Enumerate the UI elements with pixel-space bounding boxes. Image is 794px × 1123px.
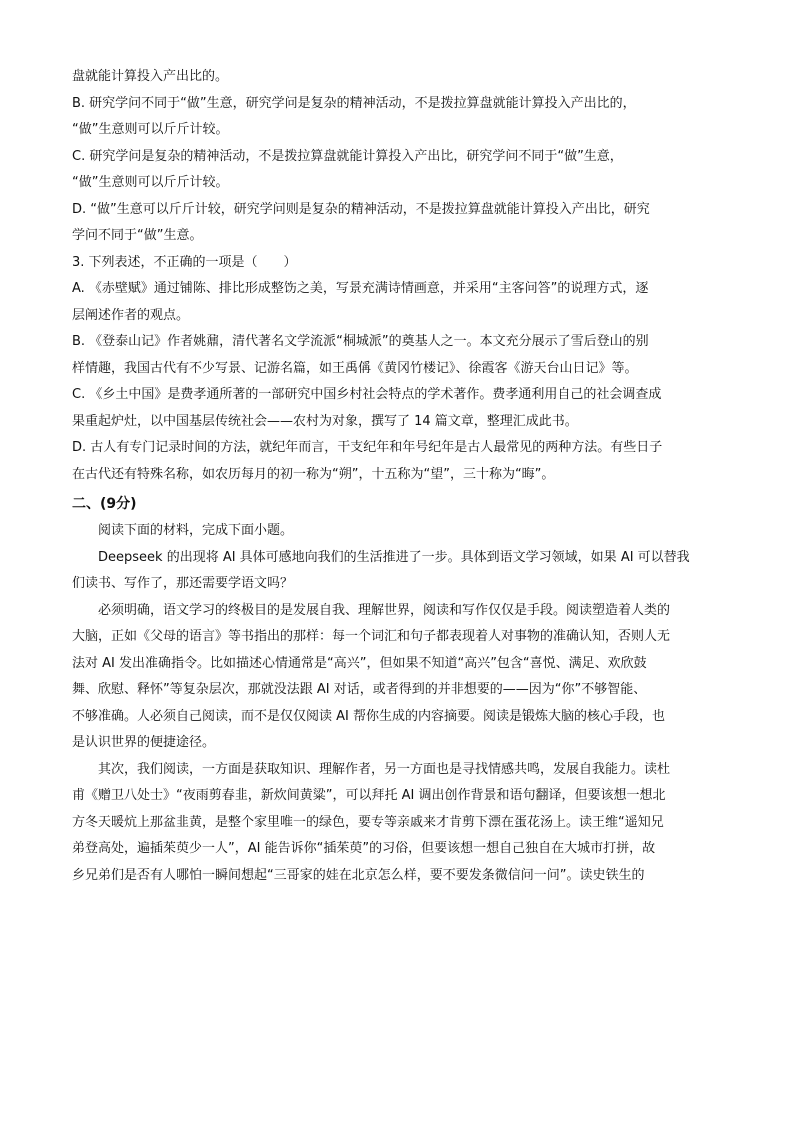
text-line: “做”生意则可以斤斤计较。 [72, 122, 229, 137]
text-line: “做”生意则可以斤斤计较。 [72, 175, 229, 190]
passage-line: 乡兄弟们是否有人哪怕一瞬间想起“三哥家的娃在北京怎么样，要不要发条微信问一问”。读史铁生的 [72, 867, 645, 883]
passage-line: 是认识世界的便捷途径。 [72, 735, 216, 750]
option-c-line: C. 《乡土中国》是费孝通所著的一部研究中国乡村社会特点的学术著作。费孝通利用自己的社会调查成 [72, 387, 662, 402]
text-line: 层阐述作者的观点。 [72, 307, 190, 323]
section-heading: 二、(9分) [72, 496, 137, 512]
passage-line: 必须明确，语文学习的终极目的是发展自我、理解世界，阅读和写作仅仅是手段。阅读塑造着人类的 [98, 602, 671, 618]
text-line: 果重起炉灶，以中国基层传统社会——农村为对象，撰写了 14 篇文章，整理汇成此书。 [72, 413, 578, 429]
passage-line: 方冬天暖炕上那盆韭黄，是整个家里唯一的绿色，要专等亲戚来才肯剪下漂在蛋花汤上。读王维“遥知兄 [72, 814, 664, 830]
option-c-line: C. 研究学问是复杂的精神活动，不是拨拉算盘就能计算投入产出比，研究学问不同于“做”生意， [72, 148, 623, 164]
text-line: 在古代还有特殊名称，如农历每月的初一称为“朔”，十五称为“望”，三十称为“晦”。 [72, 466, 555, 482]
option-a-line: A. 《赤壁赋》通过铺陈、排比形成整饬之美，写景充满诗情画意，并采用“主客问答”的说理方式，逐 [72, 281, 649, 296]
option-d-line: D. “做”生意可以斤斤计较，研究学问则是复杂的精神活动，不是拨拉算盘就能计算投入产出比，研究 [72, 201, 650, 217]
passage-line: 法对 AI 发出准确指令。比如描述心情通常是“高兴”，但如果不知道“高兴”包含“喜悦、满足、欢欣鼓 [72, 655, 647, 671]
passage-instruction: 阅读下面的材料，完成下面小题。 [98, 523, 294, 538]
question-3: 3. 下列表述，不正确的一项是（ ） [72, 254, 297, 270]
passage [72, 518, 722, 889]
passage-line: 们读书、写作了，那还需要学语文吗？ [72, 576, 294, 591]
passage-line: 大脑，正如《父母的语言》等书指出的那样：每一个词汇和句子都表现着人对事物的准确认知，否则人无 [72, 629, 671, 644]
text-line: 学问不同于“做”生意。 [72, 228, 203, 243]
text-line: 盘就能计算投入产出比的。 [72, 69, 229, 84]
option-b-line: B. 《登泰山记》作者姚鼐，清代著名文学流派“桐城派”的奠基人之一。本文充分展示了雪后登山的别 [72, 334, 649, 349]
passage-line: 弟登高处，遍插茱萸少一人”，AI 能告诉你“插茱萸”的习俗，但要该想一想自己独自在大城市打拼，故 [72, 841, 656, 856]
passage-line: 不够准确。人必须自己阅读，而不是仅仅阅读 AI 帮你生成的内容摘要。阅读是锻炼大脑的核心手段，也 [72, 708, 665, 724]
passage-line: 甫《赠卫八处士》“夜雨剪春韭，新炊间黄粱”，可以拜托 AI 调出创作背景和语句翻译，但要该想一想北 [72, 788, 666, 803]
passage-line: Deepseek 的出现将 AI 具体可感地向我们的生活推进了一步。具体到语文学习领域，如果 AI 可以替我 [98, 549, 690, 565]
option-b-line: B. 研究学问不同于“做”生意，研究学问是复杂的精神活动，不是拨拉算盘就能计算投入产出比的， [72, 95, 636, 111]
document-body [72, 64, 722, 889]
passage-line: 舞、欣慰、释怀”等复杂层次，那就没法跟 AI 对话，或者得到的并非想要的——因为“你”不够智能、 [72, 682, 647, 697]
text-line: 样情趣，我国古代有不少写景、记游名篇，如王禹偁《黄冈竹楼记》、徐霞客《游天台山日记》等。 [72, 360, 638, 376]
option-d-line: D. 古人有专门记录时间的方法，就纪年而言，干支纪年和年号纪年是古人最常见的两种方法。有些日子 [72, 440, 663, 455]
passage-line: 其次，我们阅读，一方面是获取知识、理解作者，另一方面也是寻找情感共鸣，发展自我能力。读杜 [98, 761, 671, 777]
